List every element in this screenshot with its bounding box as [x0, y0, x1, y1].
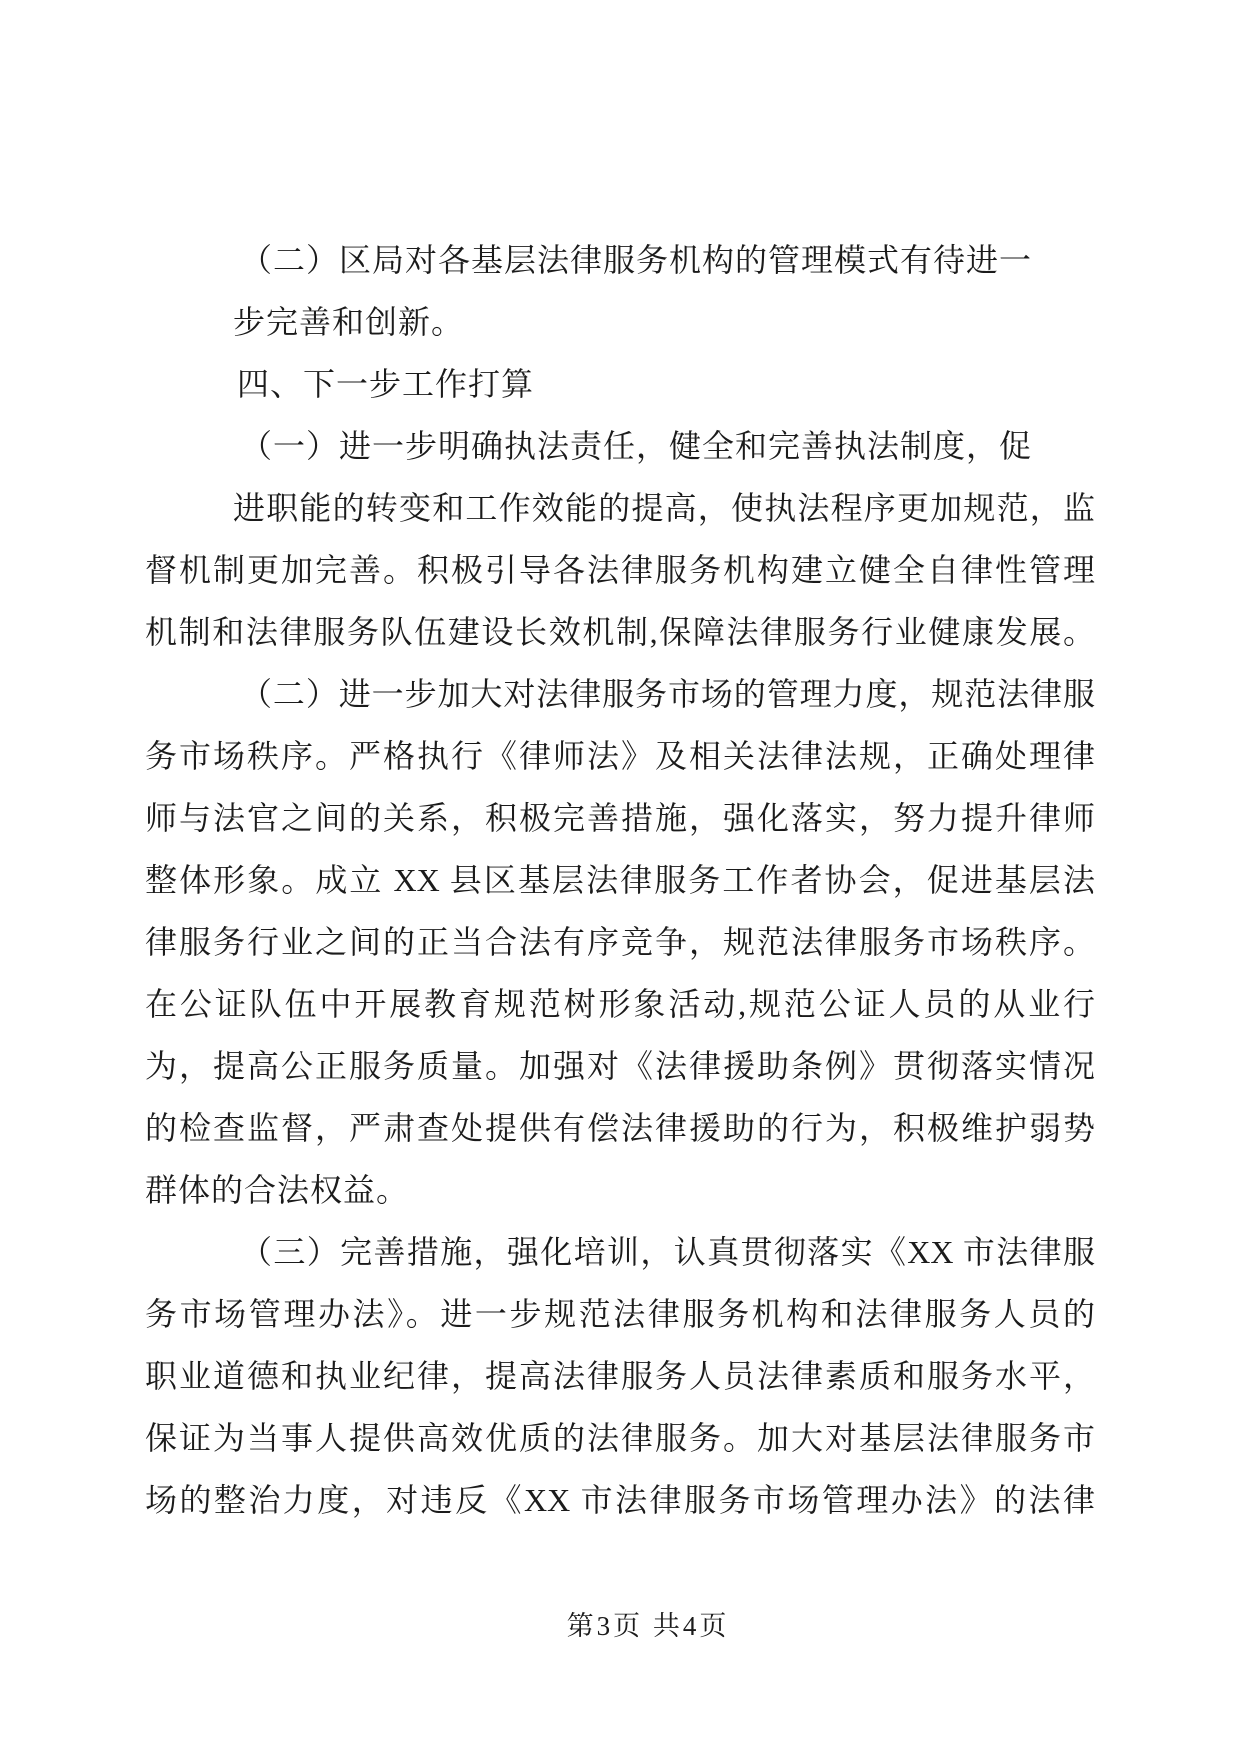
- text-line-13: 在公证队伍中开展教育规范树形象活动,规范公证人员的从业行: [145, 986, 1095, 1022]
- text-line-1: （二）区局对各基层法律服务机构的管理模式有待进一: [240, 242, 1033, 278]
- text-line-19: 职业道德和执业纪律，提高法律服务人员法律素质和服务水平，: [145, 1358, 1095, 1394]
- text-line-4: （一）进一步明确执法责任，健全和完善执法制度，促: [240, 428, 1033, 464]
- text-line-17: （三）完善措施，强化培训，认真贯彻落实《XX 市法律服: [240, 1234, 1095, 1270]
- text-line-6: 督机制更加完善。积极引导各法律服务机构建立健全自律性管理: [145, 552, 1095, 588]
- text-line-12: 律服务行业之间的正当合法有序竞争，规范法律服务市场秩序。: [145, 924, 1095, 960]
- document-body: [145, 229, 1095, 1531]
- text-line-9: 务市场秩序。严格执行《律师法》及相关法律法规，正确处理律: [145, 738, 1095, 774]
- text-line-2: 步完善和创新。: [233, 304, 465, 340]
- text-line-10: 师与法官之间的关系，积极完善措施，强化落实，努力提升律师: [145, 800, 1095, 836]
- text-line-8: （二）进一步加大对法律服务市场的管理力度，规范法律服: [240, 676, 1095, 712]
- text-line-3: 四、下一步工作打算: [237, 366, 535, 402]
- text-line-18: 务市场管理办法》。进一步规范法律服务机构和法律服务人员的: [145, 1296, 1095, 1332]
- text-line-16: 群体的合法权益。: [145, 1172, 410, 1208]
- text-line-20: 保证为当事人提供高效优质的法律服务。加大对基层法律服务市: [145, 1420, 1095, 1456]
- text-line-14: 为，提高公正服务质量。加强对《法律援助条例》贯彻落实情况: [145, 1048, 1095, 1084]
- page-number-label: 第3页 共4页: [566, 1611, 730, 1641]
- text-line-7: 机制和法律服务队伍建设长效机制,保障法律服务行业健康发展。: [145, 614, 1095, 650]
- page-footer: [145, 1606, 1095, 1646]
- text-line-5: 进职能的转变和工作效能的提高，使执法程序更加规范，监: [233, 490, 1095, 526]
- text-line-21: 场的整治力度，对违反《XX 市法律服务市场管理办法》的法律: [145, 1482, 1095, 1518]
- text-line-11: 整体形象。成立 XX 县区基层法律服务工作者协会，促进基层法: [145, 862, 1095, 898]
- text-line-15: 的检查监督，严肃查处提供有偿法律援助的行为，积极维护弱势: [145, 1110, 1095, 1146]
